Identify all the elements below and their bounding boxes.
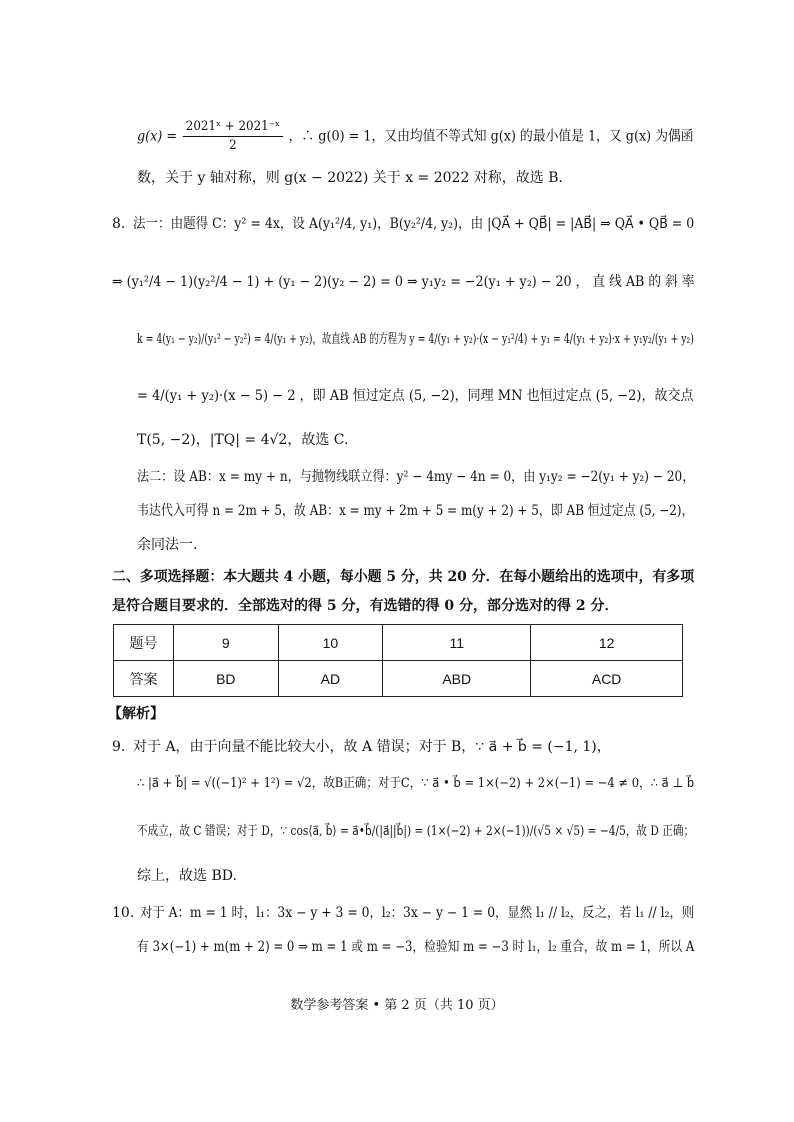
q9-line-1: 对于 A，由于向量不能比较大小，故 A 错误；对于 B，∵ a⃗ + b⃗ = (−1, 1)， <box>133 739 611 755</box>
q9-line-2: ∴ |a⃗ + b⃗| = √((−1)² + 1²) = √2，故B正确；对于C，∵ a⃗ • b⃗ = 1×(−2) + 2×(−1) = −4 ≠ 0，∴ a⃗ ⊥ b⃗ <box>137 776 695 791</box>
q8-line-4: = 4/(y₁ + y₂)·(x − 5) − 2 ，即 AB 恒过定点 (5, −2)，同理 MN 也恒过定点 (5, −2)，故交点 <box>137 388 694 404</box>
section2-heading-2: 是符合题目要求的．全部选对的得 5 分，有选错的得 0 分，部分选对的得 2 分． <box>112 598 619 614</box>
table-question-cell: 10 <box>278 625 383 661</box>
table-answer-cell: AD <box>278 661 383 697</box>
q10-line-2: 有 3×(−1) + m(m + 2) = 0 ⇒ m = 1 或 m = −3，检验知 m = −3 时 l₁，l₂ 重合，故 m = 1，所以 A <box>137 939 695 955</box>
answer-table <box>113 624 683 697</box>
q10-number: 10. <box>112 905 135 921</box>
g-numerator: 2021ˣ + 2021⁻ˣ <box>183 118 283 137</box>
g-denominator: 2 <box>229 138 237 153</box>
q8-method2-line-2: 韦达代入可得 n = 2m + 5，故 AB：x = my + 2m + 5 = m(y + 2) + 5，即 AB 恒过定点 (5, −2)， <box>137 503 694 519</box>
table-answer-cell: ACD <box>531 661 683 697</box>
q10-line-1: 对于 A：m = 1 时，l₁：3x − y + 3 = 0，l₂：3x − y − 1 = 0，显然 l₁ // l₂，反之，若 l₁ // l₂，则 <box>140 905 695 921</box>
g-fraction <box>183 118 283 155</box>
q8-line-5: T(5, −2)，|TQ| = 4√2，故选 C. <box>137 432 349 448</box>
q9-line-3: 不成立，故 C 错误；对于 D，∵ cos⟨a⃗, b⃗⟩ = a⃗•b⃗/(|a⃗||b⃗|) = (1×(−2) + 2×(−1))/(√5 × √5) = −4/5，故 D 正确； <box>137 824 695 839</box>
q9-line-4: 综上，故选 BD. <box>137 868 237 884</box>
q8-number: 8. <box>112 216 126 232</box>
line-2: 数，关于 y 轴对称，则 g(x − 2022) 关于 x = 2022 对称，故选 B. <box>137 170 563 186</box>
table-question-cell: 12 <box>531 625 683 661</box>
q8-line-1: 法一：由题得 C：y² = 4x，设 A(y₁²/4, y₁)，B(y₂²/4, y₂)，由 |QA⃗ + QB⃗| = |AB⃗| ⇒ QA⃗ • QB⃗ = 0 <box>133 216 695 232</box>
table-row-answers <box>114 661 683 697</box>
table-question-cell: 11 <box>383 625 531 661</box>
g-definition-line <box>137 118 694 155</box>
q8-method2-line-1: 法二：设 AB：x = my + n，与抛物线联立得：y² − 4my − 4n = 0，由 y₁y₂ = −2(y₁ + y₂) − 20， <box>137 469 695 485</box>
analysis-label: 【解析】 <box>108 706 164 722</box>
table-answer-cell: ABD <box>383 661 531 697</box>
table-label-answer: 答案 <box>114 661 174 697</box>
section2-heading-1: 二、多项选择题：本大题共 4 小题，每小题 5 分，共 20 分．在每小题给出的选项中，有多项 <box>112 569 695 585</box>
q9-number: 9. <box>112 739 126 755</box>
table-label-question: 题号 <box>114 625 174 661</box>
g-lhs: g(x) = <box>137 128 178 145</box>
page-footer: 数学参考答案 • 第 2 页（共 10 页） <box>290 998 504 1013</box>
table-row-questions <box>114 625 683 661</box>
q8-method2-line-3: 余同法一. <box>137 537 198 553</box>
q8-line-3: k = 4(y₁ − y₂)/(y₁² − y₂²) = 4/(y₁ + y₂)，故直线 AB 的方程为 y = 4/(y₁ + y₂)·(x − y₁²/4) + y₁ = 4/(y₁ + y₂)·x + y₁y₂/(y₁ + y₂) <box>137 332 694 347</box>
table-question-cell: 9 <box>174 625 279 661</box>
q8-line-2: ⇒ (y₁²/4 − 1)(y₂²/4 − 1) + (y₁ − 2)(y₂ − 2) = 0 ⇒ y₁y₂ = −2(y₁ + y₂) − 20 ， 直 线 AB 的 斜 率 <box>112 274 695 290</box>
g-rest: ，∴ g(0) = 1，又由均值不等式知 g(x) 的最小值是 1，又 g(x) 为偶函 <box>288 128 694 145</box>
table-answer-cell: BD <box>174 661 279 697</box>
